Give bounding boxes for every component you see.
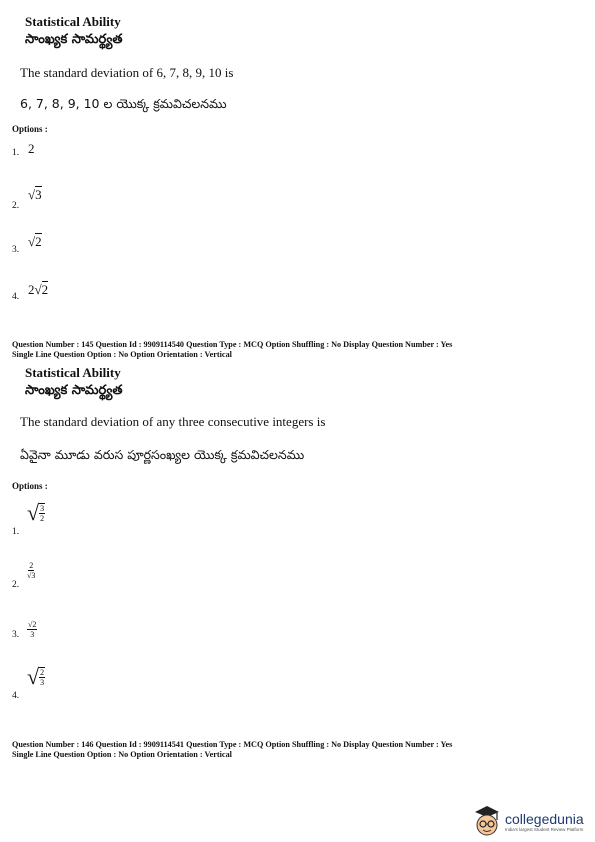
question-metadata [12, 740, 592, 760]
fraction [39, 503, 45, 523]
metadata-line: Single Line Question Option : No Option Orientation : Vertical [12, 750, 232, 759]
denominator: 2 [40, 514, 45, 523]
numerator: 2 [29, 561, 34, 570]
option-number: 4. [12, 691, 20, 701]
section-title-telugu: సాంఖ్యక సామర్థ్యత [25, 32, 123, 47]
fraction [27, 561, 35, 580]
option-value[interactable] [27, 664, 45, 690]
collegedunia-logo [472, 804, 584, 838]
option-value[interactable] [27, 500, 45, 526]
option-value[interactable] [28, 282, 48, 298]
numerator: 2 [40, 668, 45, 677]
option-value[interactable] [27, 614, 37, 639]
logo-tagline: India's largest Student Review Platform [505, 826, 584, 832]
metadata-line: Single Line Question Option : No Option Orientation : Vertical [12, 350, 232, 359]
section-title: Statistical Ability [25, 365, 121, 380]
option-number: 4. [12, 292, 20, 302]
option-value[interactable] [27, 555, 35, 580]
logo-wordmark: collegedunia [505, 810, 584, 827]
graduate-face-icon [472, 804, 502, 838]
question-metadata [12, 340, 592, 360]
section-title-telugu: సాంఖ్యక సామర్థ్యత [25, 383, 123, 398]
option-value[interactable]: 2 [28, 141, 35, 156]
sqrt-symbol: √ [34, 282, 42, 297]
metadata-line: Question Number : 146 Question Id : 9909114541 Question Type : MCQ Option Shuffling : No Display Question Number : Yes [12, 740, 453, 749]
section-title: Statistical Ability [25, 14, 121, 29]
numerator: √2 [28, 620, 37, 629]
question-text-telugu: ఏవైనా మూడు వరుస పూర్ణసంఖ్యల యొక్క క్రమవిచలనము [20, 447, 305, 462]
denominator: 3 [40, 678, 45, 687]
radicand: 2 [35, 234, 42, 249]
metadata-line: Question Number : 145 Question Id : 9909114540 Question Type : MCQ Option Shuffling : No Display Question Number : Yes [12, 340, 453, 349]
numerator: 3 [40, 504, 45, 513]
question-text: The standard deviation of any three consecutive integers is [20, 414, 326, 429]
option-number: 2. [12, 201, 20, 211]
options-label: Options : [12, 481, 48, 491]
question-text-telugu: 6, 7, 8, 9, 10 ల యొక్క క్రమవిచలనము [20, 96, 227, 111]
option-number: 3. [12, 630, 20, 640]
radicand: 2 [41, 282, 49, 297]
fraction [27, 620, 37, 639]
sqrt-symbol: √ [28, 187, 36, 202]
option-value[interactable] [28, 187, 42, 203]
denominator: 3 [30, 630, 35, 639]
option-number: 1. [12, 148, 20, 158]
option-value[interactable] [28, 234, 42, 250]
option-number: 2. [12, 580, 20, 590]
question-text: The standard deviation of 6, 7, 8, 9, 10 is [20, 65, 234, 80]
sqrt-symbol: √ [27, 500, 40, 525]
fraction [39, 667, 45, 687]
option-number: 1. [12, 527, 20, 537]
sqrt-symbol: √ [28, 234, 36, 249]
sqrt-symbol: √ [27, 664, 40, 689]
option-number: 3. [12, 245, 20, 255]
options-label: Options : [12, 124, 48, 134]
radicand: 3 [35, 187, 42, 202]
denominator: √3 [27, 571, 36, 580]
coefficient: 2 [28, 282, 35, 297]
